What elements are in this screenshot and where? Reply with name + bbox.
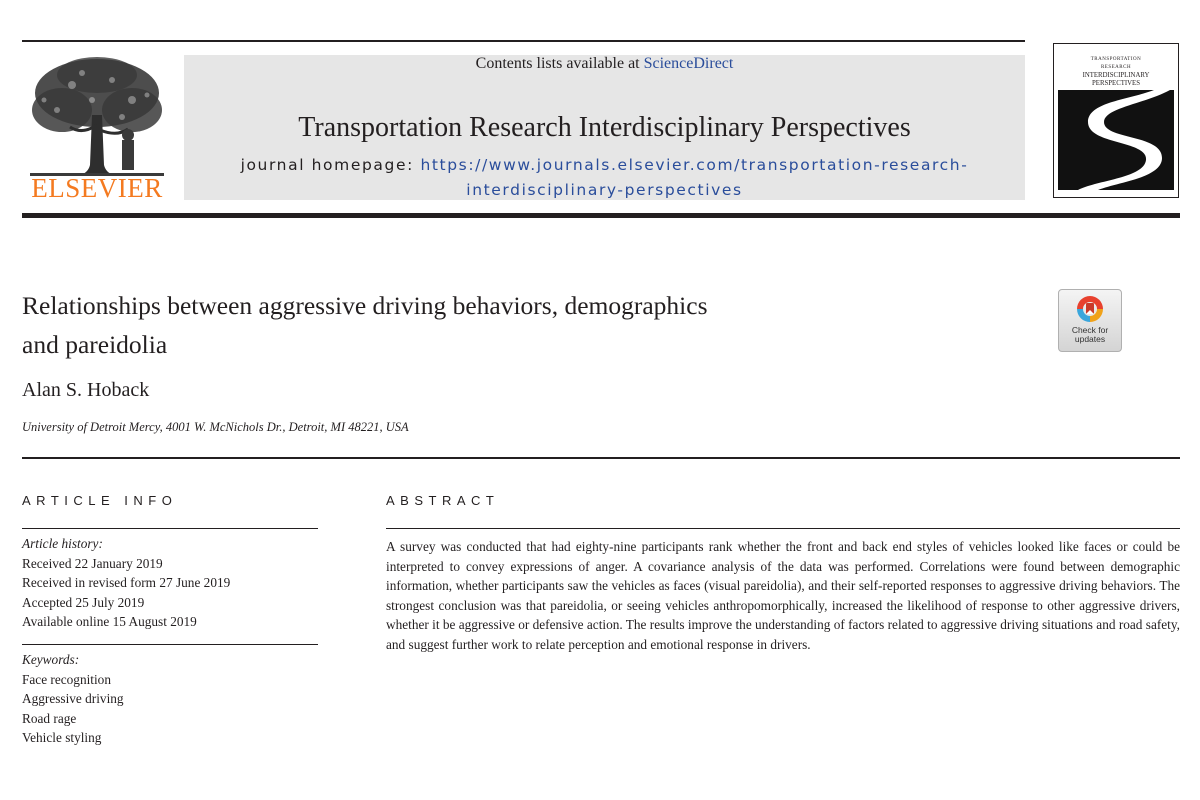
history-item: Received in revised form 27 June 2019 (22, 575, 231, 590)
check-updates-line2: updates (1074, 334, 1106, 344)
header-top-rule (22, 40, 1025, 42)
article-history-label: Article history: (22, 536, 103, 551)
header-thick-rule (22, 213, 1180, 218)
homepage-url-line1[interactable]: https://www.journals.elsevier.com/transportation-research- (420, 156, 969, 174)
cover-line2: RESEARCH (1100, 65, 1132, 70)
abstract-rule (386, 528, 1180, 529)
homepage-url-line2[interactable]: interdisciplinary-perspectives (466, 181, 743, 199)
keyword-item: Face recognition (22, 671, 111, 687)
elsevier-wordmark[interactable]: ELSEVIER (31, 173, 163, 203)
article-title-line2: and pareidolia (22, 330, 168, 359)
check-updates-label (1058, 326, 1122, 344)
article-history (22, 534, 322, 632)
history-item: Received 22 January 2019 (22, 555, 163, 571)
article-title (22, 286, 922, 364)
article-info-heading: ARTICLE INFO (22, 493, 178, 508)
cover-line3: INTERDISCIPLINARY (1082, 72, 1150, 79)
journal-title[interactable]: Transportation Research Interdisciplinary Perspectives (298, 112, 911, 143)
title-divider (22, 457, 1180, 459)
article-info-rule (22, 528, 318, 529)
cover-title (1058, 56, 1174, 88)
cover-line1: TRANSPORTATION (1090, 57, 1142, 62)
author-name[interactable]: Alan S. Hoback (22, 379, 150, 401)
contents-availability-line (184, 55, 1025, 73)
journal-homepage (184, 153, 1025, 203)
abstract-text: A survey was conducted that had eighty-nine participants rank whether the front and back end styles of vehicles looked like faces or could be interpreted to convey expressions of anger. A covariance analysis of the data was performed. Correlations were found between demographic information, whether participants saw the vehicles as faces (visual pareidolia), and their self-reported responses to aggressive driving behaviors. The strongest conclusion was that pareidolia, or seeing vehicles anthropomorphically, increased the likelihood of response to other aggressive drivers, whether it be aggressive or defensive action. The results improve the understanding of factors related to aggressive driving situations and road safety, and suggest further work to relate perception and emotional response in drivers. (386, 539, 1180, 652)
keyword-item: Road rage (22, 710, 77, 726)
keywords-rule (22, 644, 318, 645)
keywords-label: Keywords: (22, 652, 80, 667)
check-updates-line1: Check for (1071, 325, 1109, 335)
keywords (22, 650, 322, 748)
contents-prefix: Contents lists available at (475, 55, 640, 72)
history-item: Accepted 25 July 2019 (22, 594, 145, 610)
keyword-item: Aggressive driving (22, 691, 124, 706)
cover-line4: PERSPECTIVES (1092, 80, 1140, 87)
keyword-item: Vehicle styling (22, 730, 102, 745)
article-title-line1: Relationships between aggressive driving behaviors, demographics (22, 291, 708, 320)
sciencedirect-link[interactable]: ScienceDirect (643, 55, 734, 72)
check-updates-icon (1075, 294, 1105, 324)
homepage-label: journal homepage: (240, 156, 414, 174)
history-item: Available online 15 August 2019 (22, 614, 197, 629)
author-affiliation: University of Detroit Mercy, 4001 W. McNichols Dr., Detroit, MI 48221, USA (22, 420, 409, 434)
abstract-heading: ABSTRACT (386, 493, 500, 508)
cover-road-graphic (1058, 90, 1174, 190)
